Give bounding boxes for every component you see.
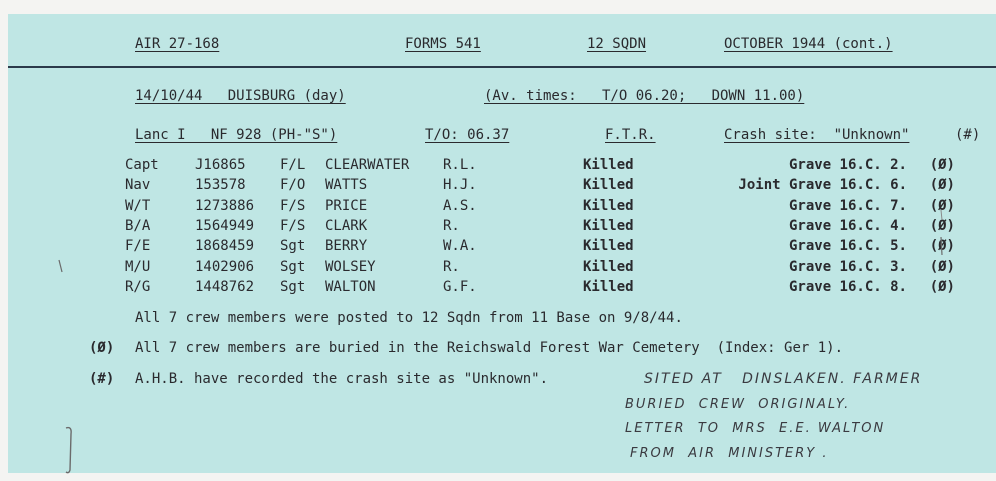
header-rule — [8, 66, 996, 68]
crew-initials: H.J. — [443, 177, 477, 194]
ahb-mark: (#) — [89, 371, 115, 387]
air-reference: AIR 27-168 — [135, 36, 220, 52]
crew-surname: CLARK — [325, 218, 368, 235]
aircraft-id: Lanc I NF 928 (PH-"S") — [135, 127, 338, 143]
crew-number: 153578 — [195, 177, 246, 194]
crew-initials: R.L. — [443, 157, 477, 174]
crew-initials: G.F. — [443, 278, 477, 295]
crew-grave: Grave 16.C. 7. — [788, 197, 907, 214]
crew-grave: Joint Grave 16.C. 6. — [738, 177, 907, 194]
crew-rank: F/S — [280, 218, 306, 235]
squadron: 12 SQDN — [587, 36, 647, 52]
crew-mark: (Ø) — [929, 238, 955, 255]
av-times: (Av. times: T/O 06.20; DOWN 11.00) — [484, 88, 805, 104]
crew-role: Nav — [125, 177, 151, 194]
crew-mark: (Ø) — [929, 177, 955, 194]
crew-grave: Grave 16.C. 8. — [788, 278, 907, 295]
crew-role: Capt — [125, 157, 159, 174]
posted-note: All 7 crew members were posted to 12 Sqdn from 11 Base on 9/8/44. — [135, 310, 683, 326]
crew-surname: CLEARWATER — [325, 157, 410, 174]
crew-status: Killed — [583, 238, 634, 255]
crew-role: W/T — [125, 197, 151, 214]
crew-number: 1273886 — [195, 197, 255, 214]
crew-rank: Sgt — [280, 258, 306, 275]
raid-date-target: 14/10/44 DUISBURG (day) — [135, 88, 346, 104]
crew-initials: R. — [443, 218, 460, 235]
crew-role: R/G — [125, 278, 151, 295]
crew-mark: (Ø) — [929, 157, 955, 174]
crew-row — [125, 277, 955, 297]
crew-rank: Sgt — [280, 238, 306, 255]
crew-number: 1868459 — [195, 238, 255, 255]
crew-rank: Sgt — [280, 278, 306, 295]
crew-grave: Grave 16.C. 3. — [788, 258, 907, 275]
crew-row — [125, 155, 955, 175]
handwritten-line-3: LETTER TO MRS E.E. WALTON — [625, 421, 886, 436]
crew-row — [125, 196, 955, 216]
crew-rank: F/S — [280, 197, 306, 214]
crew-mark: (Ø) — [929, 258, 955, 275]
ftr-heading: F.T.R. — [605, 127, 656, 143]
crew-row — [125, 216, 955, 236]
torn-edge — [0, 0, 996, 14]
crew-row — [125, 236, 955, 256]
handwritten-line-1: SITED AT DINSLAKEN. FARMER — [644, 371, 923, 387]
pencil-hook-mark — [62, 424, 76, 476]
crew-number: 1448762 — [195, 278, 255, 295]
crew-initials: A.S. — [443, 197, 477, 214]
handwritten-line-4: FROM AIR MINISTERY . — [630, 446, 829, 461]
crew-role: M/U — [125, 258, 151, 275]
crew-surname: WALTON — [325, 278, 376, 295]
crew-number: 1402906 — [195, 258, 255, 275]
buried-mark: (Ø) — [89, 340, 115, 356]
crew-surname: BERRY — [325, 238, 368, 255]
crew-surname: WOLSEY — [325, 258, 376, 275]
crew-mark: (Ø) — [929, 197, 955, 214]
buried-note: All 7 crew members are buried in the Reichswald Forest War Cemetery (Index: Ger 1). — [135, 340, 844, 356]
crew-status: Killed — [583, 197, 634, 214]
crew-surname: PRICE — [325, 197, 368, 214]
takeoff-time: T/O: 06.37 — [425, 127, 510, 143]
handwritten-line-2: BURIED CREW ORIGINALY. — [625, 397, 851, 412]
crew-status: Killed — [583, 177, 634, 194]
crew-status: Killed — [583, 218, 634, 235]
crew-rank: F/L — [280, 157, 306, 174]
pencil-dash-mark — [938, 235, 946, 257]
crew-role: F/E — [125, 238, 151, 255]
crew-initials: R. — [443, 258, 460, 275]
ahb-note: A.H.B. have recorded the crash site as "Unknown". — [135, 371, 549, 387]
month-heading: OCTOBER 1944 (cont.) — [724, 36, 893, 52]
pencil-dash-mark-small — [938, 208, 946, 222]
crash-site-heading: Crash site: "Unknown" — [724, 127, 910, 143]
crew-number: J16865 — [195, 157, 246, 174]
crew-surname: WATTS — [325, 177, 368, 194]
crew-rank: F/O — [280, 177, 306, 194]
crew-mark: (Ø) — [929, 278, 955, 295]
crew-row — [125, 256, 955, 276]
forms-number: FORMS 541 — [405, 36, 481, 52]
crew-row — [125, 175, 955, 195]
crew-status: Killed — [583, 278, 634, 295]
crew-mark: (Ø) — [929, 218, 955, 235]
crew-status: Killed — [583, 258, 634, 275]
crew-table — [125, 155, 955, 297]
crew-grave: Grave 16.C. 4. — [788, 218, 907, 235]
crew-initials: W.A. — [443, 238, 477, 255]
crew-status: Killed — [583, 157, 634, 174]
crew-grave: Grave 16.C. 2. — [788, 157, 907, 174]
crew-grave: Grave 16.C. 5. — [788, 238, 907, 255]
pencil-tick-mark — [56, 258, 66, 274]
crew-number: 1564949 — [195, 218, 255, 235]
crew-role: B/A — [125, 218, 151, 235]
hash-mark: (#) — [955, 127, 981, 143]
